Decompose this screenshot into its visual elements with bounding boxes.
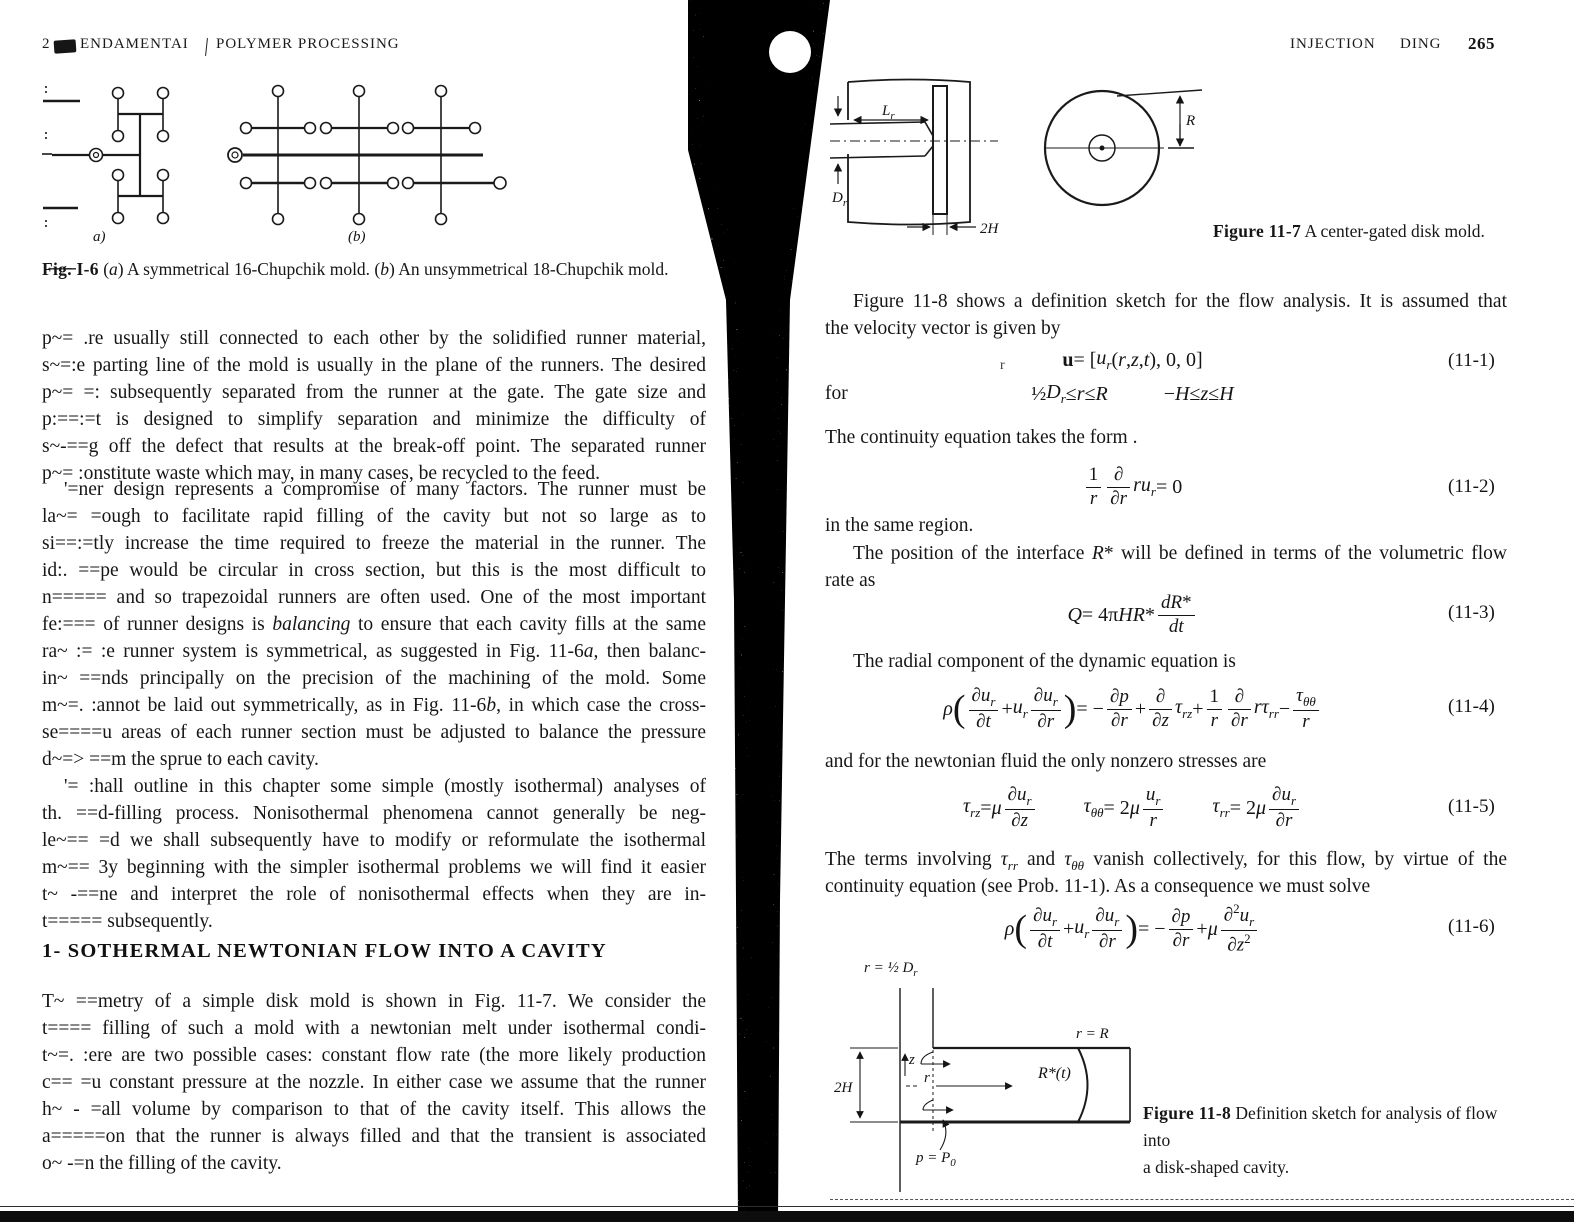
equation-11-6: ρ ( $\partial u_r$ ∂t + $u_r$ $\partial u_r$ ∂r ) = − ∂p ∂r + μ $\partial^2u_r$ $\partial z^2$ bbox=[825, 898, 1440, 960]
body-line: m~== 3y beginning with the simpler isothermal problems we will find it easier bbox=[42, 857, 706, 878]
for-label: for bbox=[825, 383, 848, 404]
figure-11-6-runner-layouts bbox=[38, 78, 598, 250]
right-page-number: 265 bbox=[1468, 34, 1495, 53]
body-line: The continuity equation takes the form . bbox=[825, 427, 1138, 448]
melt-front-interface bbox=[1078, 1048, 1088, 1122]
label-R: R bbox=[1186, 113, 1196, 129]
body-line: th. ==d-filling process. Nonisothermal phenomena cannot generally be neg- bbox=[42, 803, 706, 824]
label-r: r bbox=[924, 1070, 930, 1086]
left-running-header bbox=[42, 36, 51, 53]
figure-11-7-disk-mold bbox=[830, 72, 1250, 244]
right-header-word2: DING bbox=[1400, 36, 1442, 52]
body-line: Figure 11-8 shows a definition sketch for the flow analysis. It is assumed that bbox=[853, 291, 1507, 312]
body-line: id:. ==pe would be circular in cross section, but this is the most difficult to bbox=[42, 560, 706, 581]
left-header-title-b: POLYMER PROCESSING bbox=[216, 36, 400, 52]
punch-hole-highlight bbox=[769, 31, 811, 73]
label-r-equals-R: r = R bbox=[1076, 1026, 1109, 1042]
figure-11-7-caption-lead: Figure 11-7 bbox=[1213, 221, 1302, 241]
body-line: m~=. :annot be laid out symmetrically, as in Fig. 11-6b, in which case the cross- bbox=[42, 695, 706, 716]
figure-11-6-caption-lead: F̶i̶g̶.̶ I-6 bbox=[42, 259, 99, 279]
body-line: '= :hall outline in this chapter some simple (mostly isothermal) analyses of bbox=[64, 776, 706, 797]
body-line: The terms involving $\tau_{rr}$ and $\tau_{\theta\theta}$ vanish collectively, for this flow, by virtue of the bbox=[825, 849, 1508, 873]
label-z: z bbox=[909, 1052, 915, 1068]
body-line: p~= =: subsequently separated from the runner at the gate. The gate size and bbox=[42, 382, 706, 403]
label-Lr: $L_r$ bbox=[882, 103, 895, 122]
body-line: h~ - =all volume by comparison to that of the cavity itself. This allows the bbox=[42, 1099, 706, 1120]
dimension-2H bbox=[850, 1048, 898, 1122]
body-line: continuity equation (see Prob. 11-1). As a consequence we must solve bbox=[825, 876, 1371, 897]
body-line: t~=. :ere are two possible cases: constant flow rate (the more likely production bbox=[42, 1045, 706, 1066]
body-line: o~ -=n the filling of the cavity. bbox=[42, 1153, 282, 1174]
equation-11-5-number: (11-5) bbox=[1448, 796, 1495, 817]
body-line: t~ -==ne and interpret the role of nonisothermal effects when they are in- bbox=[42, 884, 706, 905]
mold-cross-section bbox=[830, 80, 998, 225]
mold-a-diagram bbox=[52, 88, 169, 224]
equation-11-1: u = [ $u_r$ ( r , z , t ), 0, 0] bbox=[1062, 347, 1203, 372]
figure-11-8-caption-lead: Figure 11-8 bbox=[1143, 1103, 1232, 1123]
disk-front-view bbox=[1045, 91, 1164, 205]
label-R-star-t: R*(t) bbox=[1038, 1065, 1071, 1082]
scan-edge-line bbox=[0, 1206, 1574, 1207]
scan-bottom-bar bbox=[0, 1211, 1574, 1222]
figure-11-8-definition-sketch bbox=[820, 952, 1160, 1202]
pressure-arrow bbox=[940, 1120, 946, 1150]
body-line: t===== subsequently. bbox=[42, 911, 213, 932]
body-line: d~=> ==m the sprue to each cavity. bbox=[42, 749, 319, 770]
body-line: p:==:=t is designed to simplify separation and minimize the difficulty of bbox=[42, 409, 706, 430]
body-line: fe:=== of runner designs is balancing to ensure that each cavity fills at the same bbox=[42, 614, 706, 635]
scan-tick-mark bbox=[205, 38, 208, 56]
figure-11-8-caption-line2: a disk-shaped cavity. bbox=[1143, 1157, 1290, 1177]
label-p-equals-P0: $p = P_0$ bbox=[916, 1150, 956, 1169]
figure-11-6-caption bbox=[42, 256, 702, 283]
label-2H: 2H bbox=[980, 221, 999, 237]
sprue-a bbox=[90, 149, 103, 162]
body-line: '=ner design represents a compromise of many factors. The runner must be bbox=[64, 479, 706, 500]
body-line: si==:=tly increase the time required to freeze the material in the runner. The bbox=[42, 533, 706, 554]
body-line: t==== filling of such a mold with a newtonian melt under isothermal condi- bbox=[42, 1018, 706, 1039]
mold-b-diagram bbox=[228, 86, 506, 225]
equation-11-1-number: (11-1) bbox=[1448, 350, 1495, 371]
body-line: in the same region. bbox=[825, 515, 974, 536]
body-line: the velocity vector is given by bbox=[825, 318, 1061, 339]
figure-b-label: (b) bbox=[348, 229, 366, 245]
figure-11-8-caption bbox=[1143, 1100, 1523, 1181]
body-line: p~= .re usually still connected to each other by the solidified runner material, bbox=[42, 328, 706, 349]
equation-11-5: $\tau_{rz}$ = μ $\partial u_r$ ∂z $\tau_{\theta\theta}$ = 2 μ $u_r$ r $\tau_{rr}$ = 2 μ $\partial u_r$ ∂r bbox=[825, 778, 1440, 838]
body-line: The radial component of the dynamic equation is bbox=[853, 651, 1236, 672]
body-line: rate as bbox=[825, 570, 876, 591]
equation-11-3-number: (11-3) bbox=[1448, 602, 1495, 623]
sprue-b bbox=[228, 148, 242, 162]
figure-11-8-caption-line1 bbox=[1143, 1100, 1523, 1154]
body-line: s~=:e parting line of the mold is usually in the plane of the runners. The desired bbox=[42, 355, 706, 376]
figure-11-8-caption-text: Definition sketch for analysis of flow into bbox=[1143, 1103, 1498, 1150]
body-line: p~= :onstitute waste which may, in many cases, be recycled to the feed. bbox=[42, 463, 600, 484]
equation-11-3: Q = 4π HR * dR* dt bbox=[825, 584, 1440, 646]
body-line: s~-==g off the defect that results at the break-off point. The separated runner bbox=[42, 436, 706, 457]
figure-11-7-caption-text: A center-gated disk mold. bbox=[1301, 221, 1485, 241]
body-line: se====u areas of each runner section must be adjusted to balance the pressure bbox=[42, 722, 706, 743]
body-line: n===== and so trapezoidal runners are often used. One of the most important bbox=[42, 587, 706, 608]
body-line: ra~ := :e runner system is symmetrical, as suggested in Fig. 11-6a, then balanc- bbox=[42, 641, 706, 662]
label-2H: 2H bbox=[834, 1080, 853, 1096]
body-line: a=====on that the runner is always filled and that the transient is associated bbox=[42, 1126, 706, 1147]
scan-edge-dashes bbox=[830, 1199, 1574, 1200]
equation-11-2: 1 r ∂ ∂r $ru_r$ = 0 bbox=[825, 458, 1440, 516]
body-line: The position of the interface R* will be defined in terms of the volumetric flow bbox=[853, 543, 1507, 564]
figure-11-7-caption bbox=[1213, 218, 1513, 245]
body-line: le~== =d we shall subsequently have to modify or reformulate the isothermal bbox=[42, 830, 706, 851]
domain-inequality: ½ $D_r$ ≤ r ≤ R − H ≤ z ≤ H bbox=[1031, 381, 1234, 406]
body-line: in~ ==nds principally on the precision of the machining of the mold. Some bbox=[42, 668, 706, 689]
equation-11-4: ρ ( $\partial u_r$ ∂t + $u_r$ $\partial u_r$ ∂r ) = − ∂p ∂r + ∂ ∂z $\tau_{rz}$ + 1 r ∂ ∂r $r\tau_{rr}$ − $\tau_{\theta\theta}$ r bbox=[825, 678, 1440, 740]
figure-a-label: a) bbox=[93, 229, 106, 245]
body-line: c== =u constant pressure at the nozzle. In either case we assume that the runner bbox=[42, 1072, 706, 1093]
section-heading: 1- SOTHERMAL NEWTONIAN FLOW INTO A CAVITY bbox=[42, 940, 607, 962]
label-r-half-Dr: r = ½ $D_r$ bbox=[864, 960, 918, 979]
body-line: T~ ==metry of a simple disk mold is shown in Fig. 11-7. We consider the bbox=[42, 991, 706, 1012]
ink-smudge bbox=[54, 39, 77, 54]
flow-arrows bbox=[921, 1052, 953, 1150]
left-header-title-a: ENDAMENTAI bbox=[80, 36, 189, 52]
left-page-number-fragment: 2 bbox=[42, 36, 51, 52]
equation-11-2-number: (11-2) bbox=[1448, 476, 1495, 497]
right-header-word1: INJECTION bbox=[1290, 36, 1376, 52]
equation-11-4-number: (11-4) bbox=[1448, 696, 1495, 717]
label-Dr: $D_r$ bbox=[832, 190, 848, 209]
body-line: la~= =ough to facilitate rapid filling of the cavity but not so large as to bbox=[42, 506, 706, 527]
gutter-shadow bbox=[688, 0, 838, 1222]
coordinate-axes bbox=[905, 1054, 1012, 1086]
figure-11-6-caption-text: (a) A symmetrical 16-Chupchik mold. (b) An unsymmetrical 18-Chupchik mold. bbox=[98, 259, 669, 279]
equation-11-6-number: (11-6) bbox=[1448, 916, 1495, 937]
stray-scan-mark: r bbox=[1000, 358, 1005, 373]
body-line: and for the newtonian fluid the only nonzero stresses are bbox=[825, 751, 1267, 772]
